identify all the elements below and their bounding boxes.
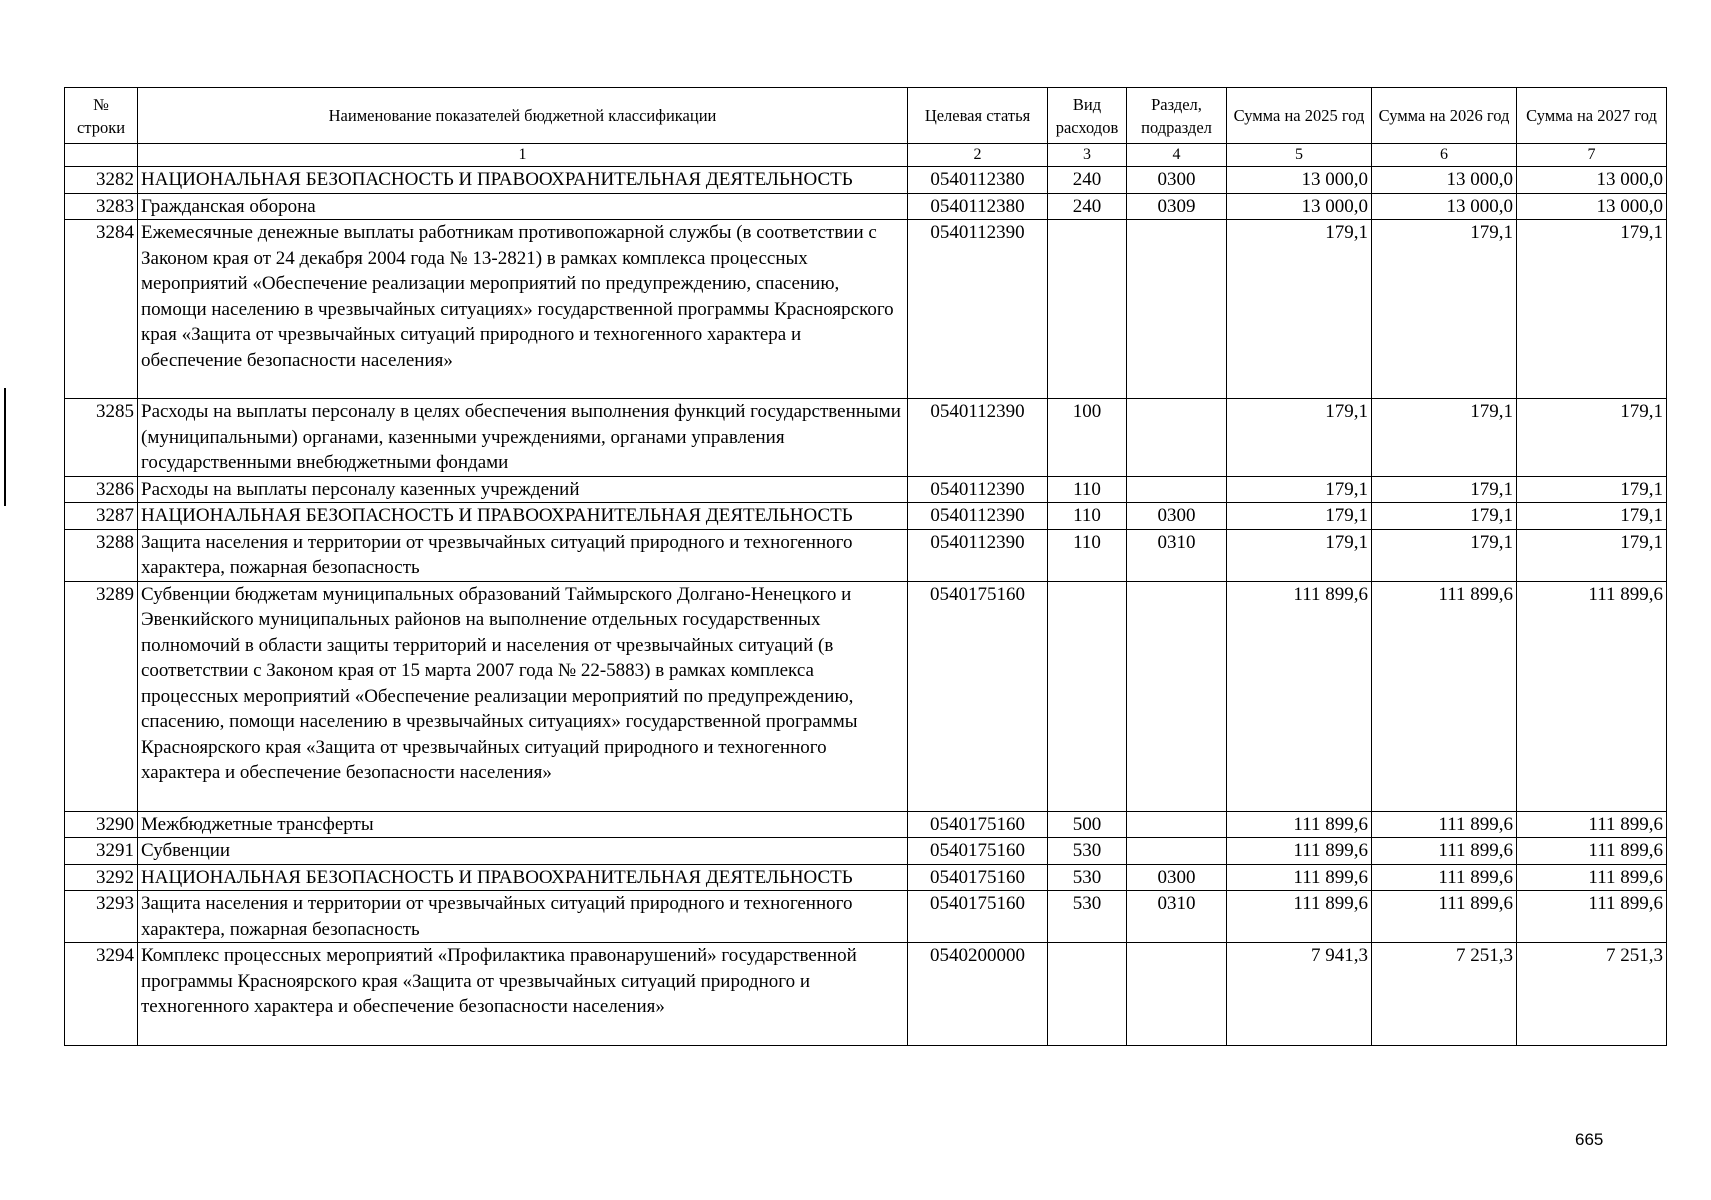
header-sum-2025: Сумма на 2025 год: [1227, 88, 1372, 144]
row-number: 3282: [65, 167, 138, 194]
column-number: 5: [1227, 144, 1372, 167]
indicator-name: НАЦИОНАЛЬНАЯ БЕЗОПАСНОСТЬ И ПРАВООХРАНИТЕЛЬНАЯ ДЕЯТЕЛЬНОСТЬ: [138, 864, 908, 891]
section-code: 0310: [1127, 891, 1227, 943]
sum-2026: 13 000,0: [1372, 167, 1517, 194]
sum-2026: 111 899,6: [1372, 838, 1517, 865]
row-number: 3290: [65, 811, 138, 838]
sum-2027: 179,1: [1517, 220, 1667, 399]
sum-2026: 179,1: [1372, 529, 1517, 581]
expense-type: 240: [1048, 193, 1127, 220]
section-code: 0309: [1127, 193, 1227, 220]
sum-2027: 111 899,6: [1517, 581, 1667, 811]
table-row: [65, 943, 1667, 1046]
row-number: 3293: [65, 891, 138, 943]
expense-type: 240: [1048, 167, 1127, 194]
sum-2026: 179,1: [1372, 503, 1517, 530]
target-article: 0540175160: [908, 864, 1048, 891]
target-article: 0540112390: [908, 529, 1048, 581]
table-row: [65, 193, 1667, 220]
indicator-name: НАЦИОНАЛЬНАЯ БЕЗОПАСНОСТЬ И ПРАВООХРАНИТЕЛЬНАЯ ДЕЯТЕЛЬНОСТЬ: [138, 503, 908, 530]
sum-2027: 179,1: [1517, 399, 1667, 477]
sum-2026: 7 251,3: [1372, 943, 1517, 1046]
column-number-empty: [65, 144, 138, 167]
table-row: [65, 476, 1667, 503]
table-row: [65, 167, 1667, 194]
target-article: 0540200000: [908, 943, 1048, 1046]
indicator-name: Расходы на выплаты персоналу в целях обеспечения выполнения функций государственными (муниципальными) органами, казенными учреждениями, органами управления государственными внебюджетными фондами: [138, 399, 908, 477]
section-code: [1127, 399, 1227, 477]
table-row: [65, 811, 1667, 838]
table-row: [65, 581, 1667, 811]
target-article: 0540175160: [908, 811, 1048, 838]
column-number: 3: [1048, 144, 1127, 167]
table-row: [65, 864, 1667, 891]
expense-type: [1048, 943, 1127, 1046]
sum-2027: 111 899,6: [1517, 838, 1667, 865]
row-number: 3285: [65, 399, 138, 477]
budget-table: [64, 87, 1667, 1046]
target-article: 0540175160: [908, 891, 1048, 943]
table-row: [65, 529, 1667, 581]
sum-2025: 179,1: [1227, 399, 1372, 477]
section-code: [1127, 220, 1227, 399]
row-number: 3289: [65, 581, 138, 811]
sum-2026: 111 899,6: [1372, 811, 1517, 838]
table-row: [65, 220, 1667, 399]
sum-2025: 111 899,6: [1227, 581, 1372, 811]
sum-2027: 13 000,0: [1517, 193, 1667, 220]
header-row-no: № строки: [65, 88, 138, 144]
section-code: [1127, 811, 1227, 838]
target-article: 0540112390: [908, 399, 1048, 477]
sum-2025: 179,1: [1227, 220, 1372, 399]
row-number: 3292: [65, 864, 138, 891]
sum-2027: 111 899,6: [1517, 811, 1667, 838]
expense-type: 500: [1048, 811, 1127, 838]
section-code: 0300: [1127, 167, 1227, 194]
sum-2025: 7 941,3: [1227, 943, 1372, 1046]
row-number: 3286: [65, 476, 138, 503]
sum-2027: 179,1: [1517, 476, 1667, 503]
sum-2025: 179,1: [1227, 529, 1372, 581]
sum-2026: 179,1: [1372, 399, 1517, 477]
sum-2027: 111 899,6: [1517, 891, 1667, 943]
sum-2027: 179,1: [1517, 503, 1667, 530]
row-number: 3291: [65, 838, 138, 865]
expense-type: [1048, 581, 1127, 811]
expense-type: 110: [1048, 529, 1127, 581]
indicator-name: Расходы на выплаты персоналу казенных учреждений: [138, 476, 908, 503]
indicator-name: Межбюджетные трансферты: [138, 811, 908, 838]
section-code: [1127, 943, 1227, 1046]
header-target: Целевая статья: [908, 88, 1048, 144]
margin-mark: [4, 388, 6, 506]
sum-2027: 111 899,6: [1517, 864, 1667, 891]
header-type: Вид расходов: [1048, 88, 1127, 144]
row-number: 3288: [65, 529, 138, 581]
table-row: [65, 399, 1667, 477]
section-code: 0300: [1127, 864, 1227, 891]
target-article: 0540112390: [908, 476, 1048, 503]
indicator-name: Ежемесячные денежные выплаты работникам противопожарной службы (в соответствии с Законом края от 24 декабря 2004 года № 13-2821) в рамках комплекса процессных мероприятий «Обеспечение реализации мероприятий по предупреждению, спасению, помощи населению в чрезвычайных ситуациях» государственной программы Красноярского края «Защита от чрезвычайных ситуаций природного и техногенного характера и обеспечение безопасности населения»: [138, 220, 908, 399]
expense-type: 100: [1048, 399, 1127, 477]
indicator-name: Гражданская оборона: [138, 193, 908, 220]
section-code: 0310: [1127, 529, 1227, 581]
sum-2026: 13 000,0: [1372, 193, 1517, 220]
indicator-name: Субвенции: [138, 838, 908, 865]
header-sum-2027: Сумма на 2027 год: [1517, 88, 1667, 144]
row-number: 3284: [65, 220, 138, 399]
sum-2025: 111 899,6: [1227, 838, 1372, 865]
expense-type: 110: [1048, 476, 1127, 503]
page-number: 665: [1575, 1130, 1604, 1149]
sum-2027: 179,1: [1517, 529, 1667, 581]
header-name: Наименование показателей бюджетной классификации: [138, 88, 908, 144]
sum-2025: 111 899,6: [1227, 864, 1372, 891]
indicator-name: Комплекс процессных мероприятий «Профилактика правонарушений» государственной программы Красноярского края «Защита от чрезвычайных ситуаций природного и техногенного характера и обеспечение безопасности населения»: [138, 943, 908, 1046]
sum-2027: 7 251,3: [1517, 943, 1667, 1046]
table-body: [65, 167, 1667, 1046]
section-code: 0300: [1127, 503, 1227, 530]
sum-2025: 111 899,6: [1227, 891, 1372, 943]
indicator-name: Защита населения и территории от чрезвычайных ситуаций природного и техногенного характера, пожарная безопасность: [138, 891, 908, 943]
sum-2025: 13 000,0: [1227, 193, 1372, 220]
sum-2026: 111 899,6: [1372, 864, 1517, 891]
header-sum-2026: Сумма на 2026 год: [1372, 88, 1517, 144]
sum-2025: 179,1: [1227, 503, 1372, 530]
sum-2026: 179,1: [1372, 220, 1517, 399]
table-row: [65, 891, 1667, 943]
expense-type: 530: [1048, 838, 1127, 865]
target-article: 0540112380: [908, 193, 1048, 220]
expense-type: 530: [1048, 891, 1127, 943]
sum-2026: 111 899,6: [1372, 581, 1517, 811]
expense-type: 110: [1048, 503, 1127, 530]
table-row: [65, 503, 1667, 530]
target-article: 0540112390: [908, 503, 1048, 530]
column-number: 7: [1517, 144, 1667, 167]
sum-2027: 13 000,0: [1517, 167, 1667, 194]
sum-2025: 179,1: [1227, 476, 1372, 503]
target-article: 0540112380: [908, 167, 1048, 194]
indicator-name: Субвенции бюджетам муниципальных образований Таймырского Долгано-Ненецкого и Эвенкийского муниципальных районов на выполнение отдельных государственных полномочий в области защиты территорий и населения от чрезвычайных ситуаций (в соответствии с Законом края от 15 марта 2007 года № 22-5883) в рамках комплекса процессных мероприятий «Обеспечение реализации мероприятий по предупреждению, спасению, помощи населению в чрезвычайных ситуациях» государственной программы Красноярского края «Защита от чрезвычайных ситуаций природного и техногенного характера и обеспечение безопасности населения»: [138, 581, 908, 811]
header-section: Раздел, подраздел: [1127, 88, 1227, 144]
expense-type: 530: [1048, 864, 1127, 891]
expense-type: [1048, 220, 1127, 399]
column-number: 2: [908, 144, 1048, 167]
sum-2025: 13 000,0: [1227, 167, 1372, 194]
header-row: [65, 88, 1667, 144]
section-code: [1127, 476, 1227, 503]
sum-2026: 179,1: [1372, 476, 1517, 503]
row-number: 3294: [65, 943, 138, 1046]
target-article: 0540175160: [908, 581, 1048, 811]
target-article: 0540112390: [908, 220, 1048, 399]
section-code: [1127, 838, 1227, 865]
sum-2025: 111 899,6: [1227, 811, 1372, 838]
indicator-name: Защита населения и территории от чрезвычайных ситуаций природного и техногенного характера, пожарная безопасность: [138, 529, 908, 581]
target-article: 0540175160: [908, 838, 1048, 865]
column-number: 4: [1127, 144, 1227, 167]
sum-2026: 111 899,6: [1372, 891, 1517, 943]
row-number: 3283: [65, 193, 138, 220]
section-code: [1127, 581, 1227, 811]
indicator-name: НАЦИОНАЛЬНАЯ БЕЗОПАСНОСТЬ И ПРАВООХРАНИТЕЛЬНАЯ ДЕЯТЕЛЬНОСТЬ: [138, 167, 908, 194]
column-number-row: [65, 144, 1667, 167]
table-row: [65, 838, 1667, 865]
column-number: 1: [138, 144, 908, 167]
row-number: 3287: [65, 503, 138, 530]
column-number: 6: [1372, 144, 1517, 167]
